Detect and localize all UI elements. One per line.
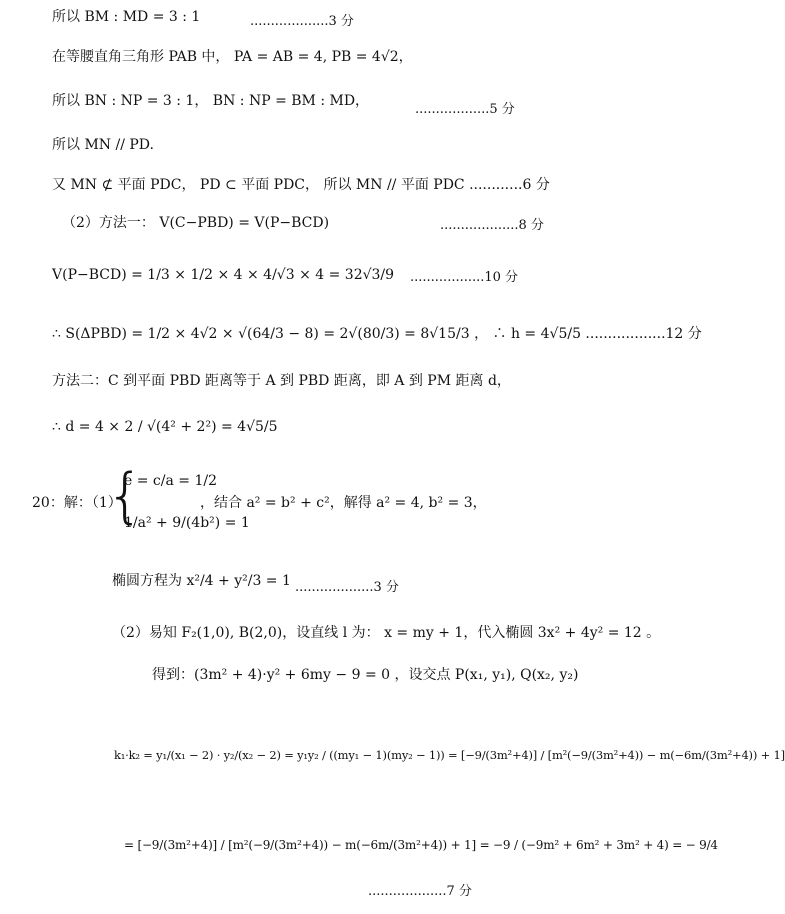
text-slope-product: k₁·k₂ = y₁/(x₁ − 2) · y₂/(x₂ − 2) = y₁y₂ / ((my₁ − 1)(my₂ − 1)) = [−9/(3m²+4)] / [m²(−9/(3m²+4)) − m(−6m/(3m²+4)) + 1] xyxy=(114,748,785,762)
line-10 xyxy=(52,418,278,436)
text-bm-md-ratio: 所以 BM : MD = 3 : 1 xyxy=(52,9,201,25)
text-eccentricity: e = c/a = 1/2 xyxy=(124,473,217,489)
text-point-on-ellipse: 1/a² + 9/(4b²) = 1 xyxy=(124,515,250,531)
text-volume-formula: V(P−BCD) = 1/3 × 1/2 × 4 × 4/√3 × 4 = 32√3/9 xyxy=(52,267,395,283)
line-11-sys2 xyxy=(124,514,250,532)
text-bn-np-ratio: 所以 BN : NP = 3 : 1， BN : NP = BM : MD， xyxy=(52,93,370,109)
text-slope-result: = [−9/(3m²+4)] / [m²(−9/(3m²+4)) − m(−6m/(3m²+4)) + 1] = −9 / (−9m² + 6m² + 3m² + 4) = − 9/4 xyxy=(124,838,718,852)
left-brace-icon: { xyxy=(106,461,145,531)
line-7 xyxy=(52,266,394,284)
line-4 xyxy=(52,136,154,154)
score-7: ...................7 分 xyxy=(368,884,472,899)
text-isosceles-triangle: 在等腰直角三角形 PAB 中， PA = AB = 4, PB = 4√2， xyxy=(52,49,413,65)
line-12 xyxy=(112,572,291,590)
line-11-sys1 xyxy=(124,472,217,490)
text-area-formula: ∴ S(ΔPBD) = 1/2 × 4√2 × √(64/3 − 8) = 2√(80/3) = 8√15/3 ， ∴ h = 4√5/5 ..................12 分 xyxy=(52,326,702,342)
line-6 xyxy=(62,214,329,232)
line-13 xyxy=(112,624,660,642)
line-8 xyxy=(52,325,702,343)
line-2 xyxy=(52,48,413,66)
score-3b: ...................3 分 xyxy=(295,580,399,595)
line-5 xyxy=(52,176,550,194)
line-14 xyxy=(152,666,578,684)
text-distance-d: ∴ d = 4 × 2 / √(4² + 2²) = 4√5/5 xyxy=(52,419,278,435)
score-5: ..................5 分 xyxy=(415,102,515,117)
line-11-rest xyxy=(200,494,487,512)
score-10: ..................10 分 xyxy=(410,270,519,285)
line-15 xyxy=(114,746,785,764)
text-method-one: （2）方法一： V(C−PBD) = V(P−BCD) xyxy=(62,215,330,231)
line-1 xyxy=(52,8,200,26)
text-solve-a-b: ，结合 a² = b² + c²，解得 a² = 4, b² = 3， xyxy=(200,495,487,511)
text-mn-parallel-pd: 所以 MN // PD. xyxy=(52,137,154,153)
text-ellipse-equation: 椭圆方程为 x²/4 + y²/3 = 1 xyxy=(112,573,291,589)
line-9 xyxy=(52,372,511,390)
score-8: ...................8 分 xyxy=(440,218,544,233)
text-quadratic: 得到：(3m² + 4)·y² + 6my − 9 = 0 ，设交点 P(x₁, y₁), Q(x₂, y₂) xyxy=(152,667,579,683)
line-3 xyxy=(52,92,369,110)
text-line-setup: （2）易知 F₂(1,0), B(2,0)，设直线 l 为： x = my + 1，代入椭圆 3x² + 4y² = 12 。 xyxy=(112,625,661,641)
text-method-two: 方法二：C 到平面 PBD 距离等于 A 到 PBD 距离，即 A 到 PM 距离 d， xyxy=(52,373,511,389)
line-16 xyxy=(124,836,718,854)
text-q20-label: 20：解：（1） xyxy=(32,495,122,511)
text-mn-parallel-plane: 又 MN ⊄ 平面 PDC， PD ⊂ 平面 PDC， 所以 MN // 平面 PDC ............6 分 xyxy=(52,177,550,193)
score-3: ...................3 分 xyxy=(250,14,354,29)
